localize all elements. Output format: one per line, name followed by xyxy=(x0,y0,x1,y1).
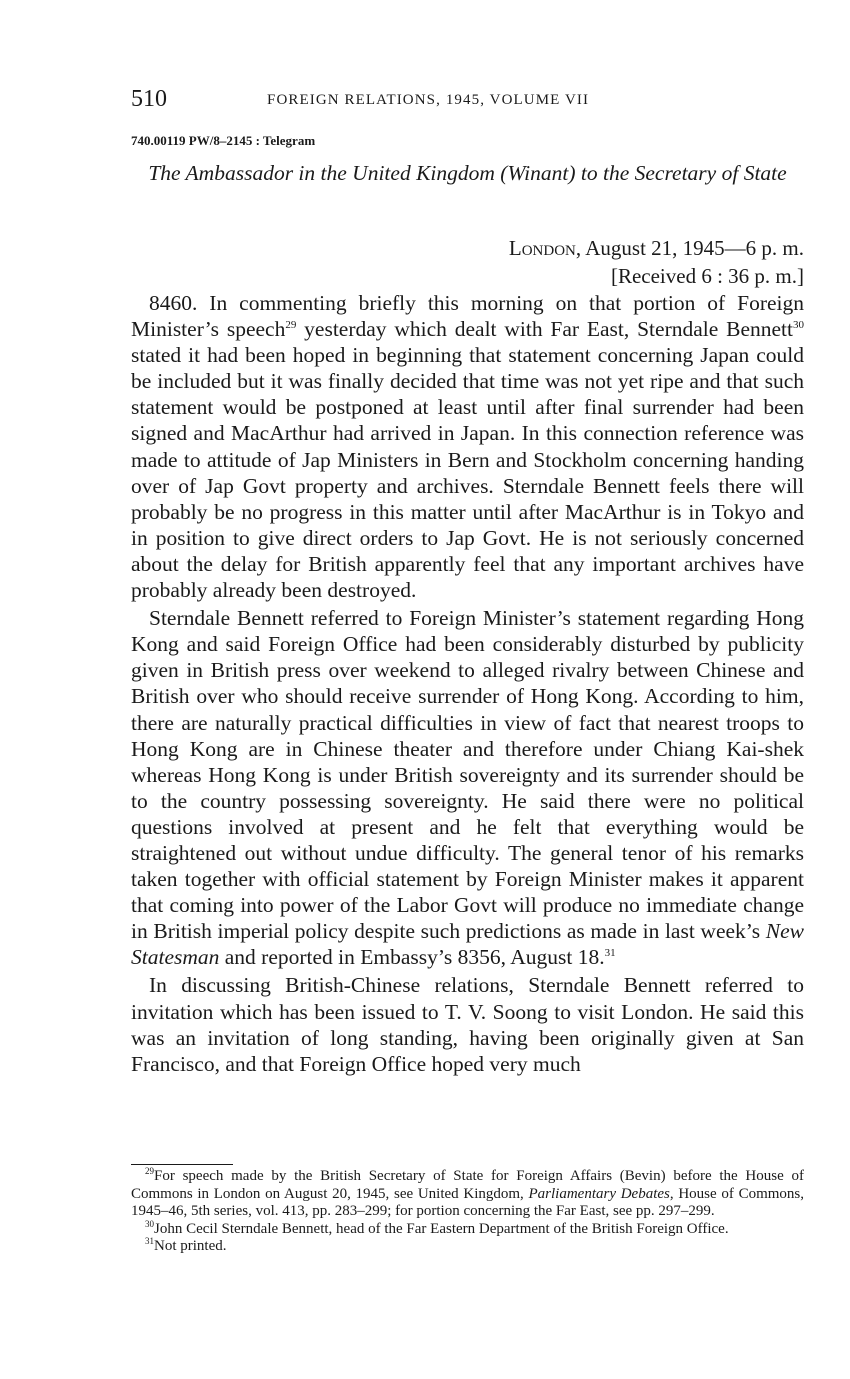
page-number: 510 xyxy=(131,86,167,112)
file-reference: 740.00119 PW/8–2145 : Telegram xyxy=(131,133,316,148)
document-title: The Ambassador in the United Kingdom (Winant) to the Secretary of State xyxy=(148,161,787,185)
text-run: John Cecil Sterndale Bennett, head of the Far Eastern Department of the British Foreign Office. xyxy=(154,1220,729,1237)
received-line: [Received 6 : 36 p. m.] xyxy=(610,264,804,288)
publication-title: Parliamentary Debates xyxy=(528,1185,670,1202)
footnote-30 xyxy=(131,1218,804,1239)
paragraph-1 xyxy=(131,290,804,603)
footnote-ref-30: 30 xyxy=(793,318,804,331)
footnote-ref-29: 29 xyxy=(285,318,297,331)
footnotes xyxy=(131,1168,804,1256)
running-title: FOREIGN RELATIONS, 1945, VOLUME VII xyxy=(267,92,590,108)
text-run: stated it had been hoped in beginning that statement concerning Japan could be included but it was finally decided that time was not yet ripe and that such statement would be postponed at least until after final surrender had been signed and MacArthur had arrived in Japan. In this connection reference was made to attitude of Jap Ministers in Bern and Stockholm concerning handing over of Jap Govt property and archives. Sterndale Bennett feels there will probably be no progress in this matter until after MacArthur is in Tokyo and in position to give direct orders to Jap Govt. He is not seriously concerned about the delay for British apparently feel that any important archives have probably already been destroyed. xyxy=(131,343,804,603)
footnote-31 xyxy=(131,1238,804,1256)
text-run: Not printed. xyxy=(154,1238,227,1254)
dateline xyxy=(509,234,804,290)
text-run: For speech made by the British Secretary of State for Foreign Affairs (Bevin) before the House of Commons in London on August 20, 1945, see United Kingdom, xyxy=(131,1168,804,1202)
footnote-29 xyxy=(131,1168,804,1221)
footnote-ref-31: 31 xyxy=(604,947,616,960)
text-run: , House of Commons, 1945–46, 5th series, vol. 413, pp. 283–299; for portion concerning the Far East, see pp. 297–299. xyxy=(131,1185,805,1219)
place-date-line xyxy=(509,234,804,262)
text-run: Sterndale Bennett referred to Foreign Minister’s statement regarding Hong Kong and said Foreign Office had been considerably disturbed by publicity given in British press over weekend to alleged rivalry between Chinese and British over who should receive surrender of Hong Kong. According to him, there are naturally practical difficulties in view of fact that nearest troops to Hong Kong are in Chinese theater and therefore under Chiang Kai-shek whereas Hong Kong is under British sovereignty and its surrender should be to the country possessing sovereignty. He said there were no political questions involved at present and he felt that everything would be straightened out without undue difficulty. The general tenor of his remarks taken together with official statement by Foreign Minister makes it apparent that coming into power of the Labor Govt will produce no immediate change in British imperial policy despite such predictions as made in last week’s xyxy=(131,606,804,944)
date: August 21, 1945—6 p. m. xyxy=(581,236,804,260)
place: London, xyxy=(508,236,582,260)
footnote-number: 30 xyxy=(145,1218,154,1229)
text-run: yesterday which dealt with Far East, Sterndale Bennett xyxy=(296,317,793,342)
paragraph-3: In discussing British-Chinese relations, Sterndale Bennett referred to invitation which has been issued to T. V. Soong to visit London. He said this was an invitation of long standing, having been originally given at San Francisco, and that Foreign Office hoped very much xyxy=(131,973,804,1076)
text-run: 8460. In commenting briefly this morning on that portion of Foreign Minister’s speech xyxy=(131,291,804,342)
running-header xyxy=(131,86,804,116)
footnote-number: 29 xyxy=(145,1166,154,1176)
text-run: and reported in Embassy’s 8356, August 18. xyxy=(219,945,605,970)
paragraph-2 xyxy=(131,605,804,970)
footnote-number: 31 xyxy=(145,1236,154,1246)
telegram-body xyxy=(131,290,804,1079)
footnote-divider xyxy=(131,1164,233,1165)
publication-title: New Statesman xyxy=(131,919,804,970)
